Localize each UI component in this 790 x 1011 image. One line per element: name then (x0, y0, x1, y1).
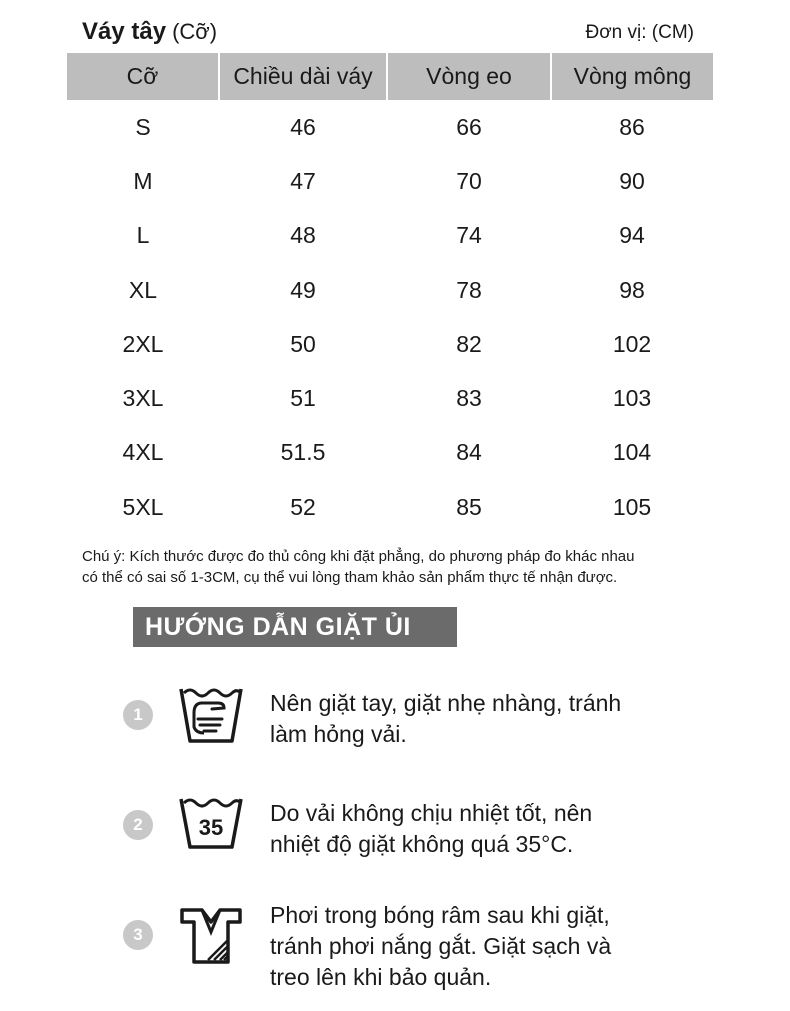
length-cell: 46 (290, 113, 316, 140)
length-cell: 50 (290, 330, 316, 357)
care-section-heading: HƯỚNG DẪN GIẶT ỦI (133, 607, 457, 647)
hip-cell: 98 (619, 276, 645, 303)
hip-cell: 94 (619, 222, 645, 249)
hip-cell: 90 (619, 167, 645, 194)
hip-cell: 86 (619, 113, 645, 140)
waist-cell: 70 (456, 167, 482, 194)
title-text: Váy tây (82, 18, 167, 45)
care-text-1 (270, 688, 690, 750)
hip-cell: 105 (612, 493, 652, 520)
size-cell: 5XL (122, 493, 164, 520)
table-row (67, 371, 713, 425)
wash-35-icon (178, 793, 244, 858)
measurement-note (82, 546, 722, 588)
hip-cell: 103 (612, 385, 652, 412)
care-text-line: Do vải không chịu nhiệt tốt, nên (270, 800, 593, 826)
step-badge: 1 (123, 700, 153, 730)
care-item-shade-dry (123, 900, 723, 1000)
column-header-size: Cỡ (67, 53, 219, 100)
shade-dry-shirt-icon (178, 904, 244, 971)
care-item-hand-wash (123, 683, 723, 763)
step-badge: 2 (123, 810, 153, 840)
hand-wash-icon (178, 683, 244, 752)
size-table-header (67, 53, 713, 100)
care-text-3 (270, 900, 690, 993)
title-subtitle: (Cỡ) (172, 19, 218, 44)
care-text-line: Phơi trong bóng râm sau khi giặt, (270, 902, 610, 928)
step-badge: 3 (123, 920, 153, 950)
column-header-length: Chiều dài váy (219, 53, 387, 100)
care-text-2 (270, 798, 690, 860)
hip-cell: 102 (612, 330, 652, 357)
table-row (67, 480, 713, 534)
hip-cell: 104 (612, 439, 652, 466)
column-header-hip: Vòng mông (551, 53, 713, 100)
size-cell: M (133, 167, 153, 194)
length-cell: 51.5 (280, 439, 326, 466)
size-cell: 3XL (122, 385, 164, 412)
size-cell: XL (128, 276, 158, 303)
waist-cell: 84 (456, 439, 482, 466)
size-table (67, 53, 713, 534)
waist-cell: 85 (456, 493, 482, 520)
size-cell: 4XL (122, 439, 164, 466)
wash-temp-label: 35 (198, 815, 224, 840)
unit-label: Đơn vị: (CM) (585, 22, 694, 43)
length-cell: 47 (290, 167, 316, 194)
length-cell: 48 (290, 222, 316, 249)
waist-cell: 74 (456, 222, 482, 249)
care-text-line: treo lên khi bảo quản. (270, 964, 492, 990)
waist-cell: 83 (456, 385, 482, 412)
length-cell: 49 (290, 276, 316, 303)
size-cell: S (135, 113, 151, 140)
care-text-line: Nên giặt tay, giặt nhẹ nhàng, tránh (270, 690, 622, 716)
waist-cell: 78 (456, 276, 482, 303)
length-cell: 51 (290, 385, 316, 412)
table-row (67, 263, 713, 317)
care-item-wash-35 (123, 793, 723, 873)
table-row (67, 209, 713, 263)
care-text-line: làm hỏng vải. (270, 721, 407, 747)
length-cell: 52 (290, 493, 316, 520)
size-cell: L (136, 222, 150, 249)
column-header-waist: Vòng eo (387, 53, 551, 100)
title-row (82, 16, 694, 50)
size-cell: 2XL (122, 330, 164, 357)
waist-cell: 66 (456, 113, 482, 140)
table-row (67, 100, 713, 154)
table-row (67, 317, 713, 371)
table-row (67, 154, 713, 208)
care-text-line: tránh phơi nắng gắt. Giặt sạch và (270, 933, 612, 959)
care-text-line: nhiệt độ giặt không quá 35°C. (270, 831, 574, 857)
table-row (67, 426, 713, 480)
note-line-1: Chú ý: Kích thước được đo thủ công khi đặt phẳng, do phương pháp đo khác nhau (82, 548, 635, 565)
waist-cell: 82 (456, 330, 482, 357)
page-title (82, 18, 217, 46)
note-line-2: có thể có sai số 1-3CM, cụ thể vui lòng tham khảo sản phẩm thực tế nhận được. (82, 569, 618, 586)
